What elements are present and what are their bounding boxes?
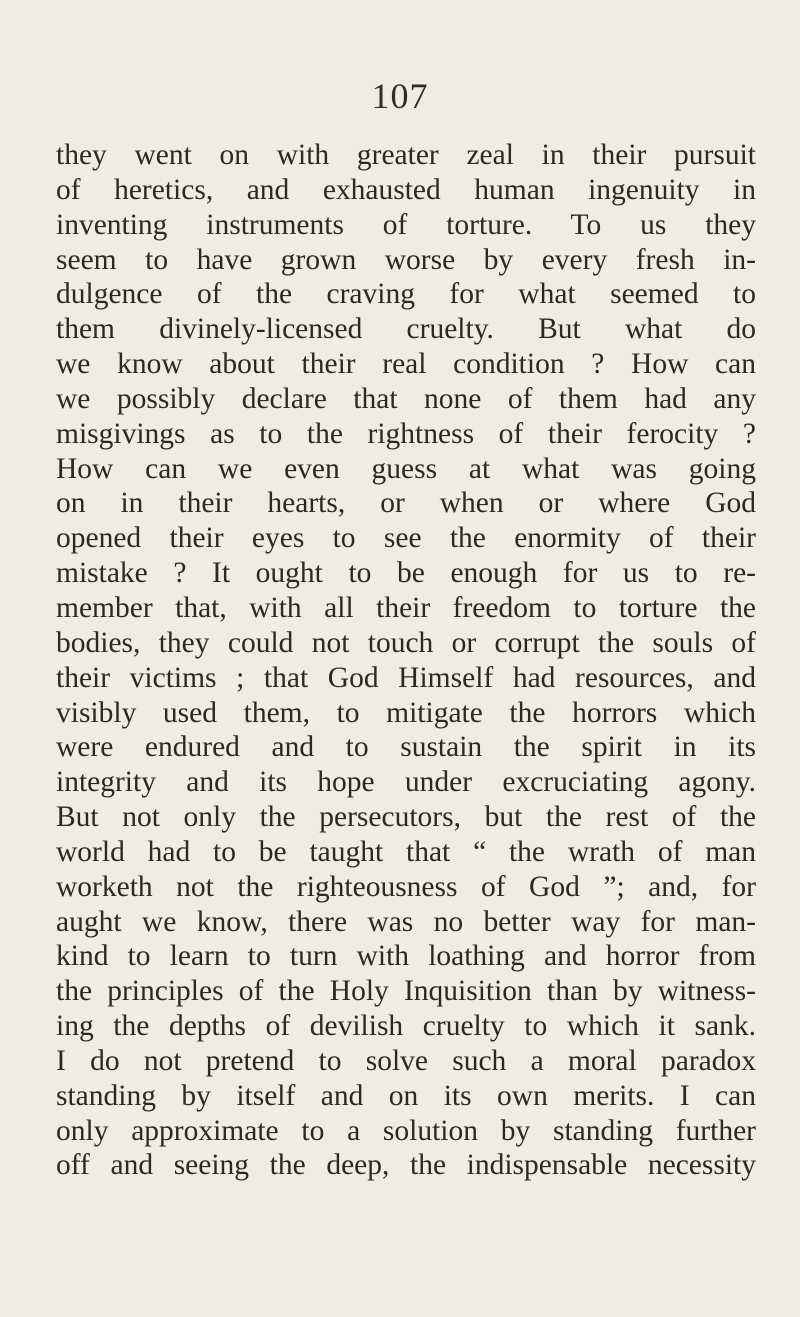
- text-line: world had to be taught that “ the wrath of man: [56, 835, 756, 868]
- text-line: only approximate to a solution by standing further: [56, 1114, 756, 1147]
- text-line: opened their eyes to see the enormity of their: [56, 522, 756, 555]
- text-line: misgivings as to the rightness of their ferocity ?: [56, 417, 756, 450]
- text-line: member that, with all their freedom to torture the: [56, 591, 756, 624]
- text-line: they went on with greater zeal in their pursuit: [56, 139, 756, 171]
- text-line: integrity and its hope under excruciating agony.: [56, 766, 756, 799]
- text-line: inventing instruments of torture. To us they: [56, 208, 756, 241]
- text-line: kind to learn to turn with loathing and horror from: [56, 940, 756, 973]
- text-line: bodies, they could not touch or corrupt the souls of: [56, 626, 756, 659]
- text-line: I do not pretend to solve such a moral paradox: [56, 1044, 756, 1077]
- text-line: we possibly declare that none of them had any: [56, 382, 756, 415]
- text-line: the principles of the Holy Inquisition than by witness-: [56, 975, 756, 1008]
- text-line: worketh not the righteousness of God ”; and, for: [56, 870, 756, 903]
- text-line: dulgence of the craving for what seemed to: [56, 278, 756, 311]
- text-line: were endured and to sustain the spirit in its: [56, 731, 756, 764]
- text-line: visibly used them, to mitigate the horrors which: [56, 696, 756, 729]
- text-line: we know about their real condition ? How can: [56, 348, 756, 381]
- text-line: aught we know, there was no better way for man-: [56, 905, 756, 938]
- page-number: 107: [371, 76, 429, 116]
- body-text: [56, 138, 756, 1183]
- text-line: mistake ? It ought to be enough for us to re-: [56, 557, 756, 590]
- text-line: on in their hearts, or when or where God: [56, 487, 756, 520]
- text-line: seem to have grown worse by every fresh in-: [56, 243, 756, 276]
- text-line: ing the depths of devilish cruelty to which it sank.: [56, 1010, 756, 1043]
- text-line: But not only the persecutors, but the rest of the: [56, 801, 756, 834]
- text-line: them divinely-licensed cruelty. But what do: [56, 313, 756, 346]
- text-line: standing by itself and on its own merits. I can: [56, 1079, 756, 1112]
- text-line: off and seeing the deep, the indispensable necessity: [56, 1149, 756, 1182]
- text-line: How can we even guess at what was going: [56, 452, 756, 485]
- text-line: their victims ; that God Himself had resources, and: [56, 661, 756, 694]
- text-line: of heretics, and exhausted human ingenuity in: [56, 173, 756, 206]
